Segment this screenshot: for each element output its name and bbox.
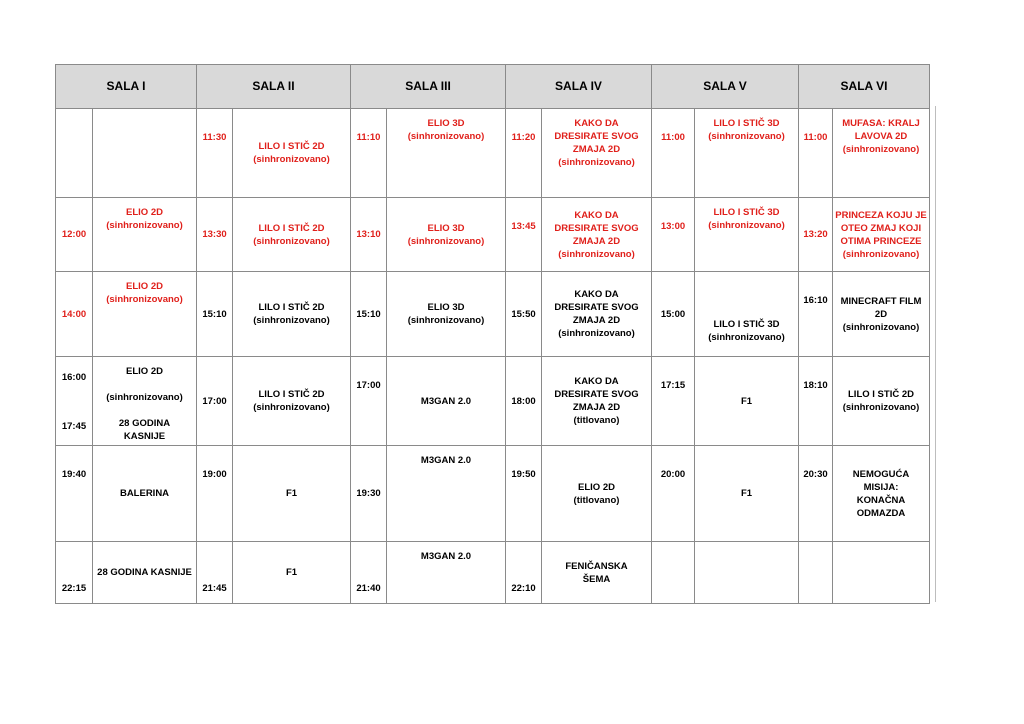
showtime: 17:00 [197, 357, 233, 446]
hall-header-row [56, 65, 930, 109]
movie-title: LILO I STIČ 3D (sinhronizovano) [695, 109, 799, 198]
movie-title: FENIČANSKA ŠEMA [542, 542, 652, 604]
showtime: 21:45 [197, 542, 233, 604]
movie-title: M3GAN 2.0 [387, 357, 506, 446]
movie-title: 28 GODINA KASNIJE [93, 542, 197, 604]
showtime: 22:15 [56, 542, 93, 604]
schedule-table [55, 64, 930, 604]
movie-title: KAKO DA DRESIRATE SVOG ZMAJA 2D (sinhronizovano) [542, 109, 652, 198]
movie-title: LILO I STIČ 2D (sinhronizovano) [233, 272, 351, 357]
movie-title: LILO I STIČ 2D (sinhronizovano) [233, 198, 351, 272]
movie-title: KAKO DA DRESIRATE SVOG ZMAJA 2D (sinhronizovano) [542, 272, 652, 357]
showtime: 18:00 [506, 357, 542, 446]
movie-title: F1 [695, 446, 799, 542]
showtime: 16:00 17:45 [56, 357, 93, 446]
showtime: 11:00 [799, 109, 833, 198]
showtime: 15:50 [506, 272, 542, 357]
movie-title: ELIO 3D (sinhronizovano) [387, 198, 506, 272]
showtime: 15:00 [652, 272, 695, 357]
movie-title: ELIO 2D (sinhronizovano) [93, 272, 197, 357]
showtime [799, 542, 833, 604]
showtime-second: 17:45 [61, 421, 87, 432]
showtime: 11:20 [506, 109, 542, 198]
showtime: 18:10 [799, 357, 833, 446]
movie-title: MUFASA: KRALJ LAVOVA 2D (sinhronizovano) [833, 109, 930, 198]
showtime: 17:00 [351, 357, 387, 446]
movie-title: KAKO DA DRESIRATE SVOG ZMAJA 2D (titlovano) [542, 357, 652, 446]
movie-title [833, 542, 930, 604]
schedule-row [56, 357, 930, 446]
showtime: 21:40 [351, 542, 387, 604]
showtime: 19:30 [351, 446, 387, 542]
showtime: 12:00 [56, 198, 93, 272]
movie-title: KAKO DA DRESIRATE SVOG ZMAJA 2D (sinhronizovano) [542, 198, 652, 272]
movie-title: LILO I STIČ 3D (sinhronizovano) [695, 198, 799, 272]
schedule-row [56, 109, 930, 198]
hall-header: SALA I [56, 65, 197, 109]
movie-title [93, 109, 197, 198]
showtime: 19:00 [197, 446, 233, 542]
hall-header: SALA II [197, 65, 351, 109]
showtime: 20:30 [799, 446, 833, 542]
movie-title: F1 [695, 357, 799, 446]
showtime: 19:50 [506, 446, 542, 542]
movie-title: BALERINA [93, 446, 197, 542]
movie-title: ELIO 2D (sinhronizovano) [93, 198, 197, 272]
showtime: 13:20 [799, 198, 833, 272]
movie-title: LILO I STIČ 2D (sinhronizovano) [833, 357, 930, 446]
movie-title: M3GAN 2.0 [387, 542, 506, 604]
movie-title: PRINCEZA KOJU JE OTEO ZMAJ KOJI OTIMA PRINCEZE (sinhronizovano) [833, 198, 930, 272]
movie-title: ELIO 3D (sinhronizovano) [387, 272, 506, 357]
movie-title: NEMOGUĆA MISIJA: KONAČNA ODMAZDA [833, 446, 930, 542]
movie-title: LILO I STIČ 2D (sinhronizovano) [233, 109, 351, 198]
showtime: 11:10 [351, 109, 387, 198]
schedule-row [56, 272, 930, 357]
schedule-row [56, 542, 930, 604]
hall-header: SALA VI [799, 65, 930, 109]
showtime: 13:30 [197, 198, 233, 272]
movie-title: LILO I STIČ 3D (sinhronizovano) [695, 272, 799, 357]
showtime: 16:10 [799, 272, 833, 357]
showtime: 15:10 [351, 272, 387, 357]
hall-header: SALA III [351, 65, 506, 109]
showtime: 17:15 [652, 357, 695, 446]
movie-title: F1 [233, 542, 351, 604]
movie-title: MINECRAFT FILM 2D (sinhronizovano) [833, 272, 930, 357]
showtime: 20:00 [652, 446, 695, 542]
showtime: 19:40 [56, 446, 93, 542]
showtime: 13:10 [351, 198, 387, 272]
showtime: 22:10 [506, 542, 542, 604]
showtime: 14:00 [56, 272, 93, 357]
schedule-row [56, 198, 930, 272]
movie-title: ELIO 2D (sinhronizovano) 28 GODINA KASNIJE [93, 357, 197, 446]
schedule-row [56, 446, 930, 542]
showtime [652, 542, 695, 604]
page-edge-rule [935, 106, 936, 602]
movie-title: ELIO 3D (sinhronizovano) [387, 109, 506, 198]
showtime: 11:00 [652, 109, 695, 198]
hall-header: SALA IV [506, 65, 652, 109]
showtime: 15:10 [197, 272, 233, 357]
showtime [56, 109, 93, 198]
showtime: 11:30 [197, 109, 233, 198]
movie-title: M3GAN 2.0 [387, 446, 506, 542]
hall-header: SALA V [652, 65, 799, 109]
showtime: 13:45 [506, 198, 542, 272]
movie-title: F1 [233, 446, 351, 542]
movie-title [695, 542, 799, 604]
movie-title: ELIO 2D (titlovano) [542, 446, 652, 542]
showtime: 13:00 [652, 198, 695, 272]
movie-title: LILO I STIČ 2D (sinhronizovano) [233, 357, 351, 446]
